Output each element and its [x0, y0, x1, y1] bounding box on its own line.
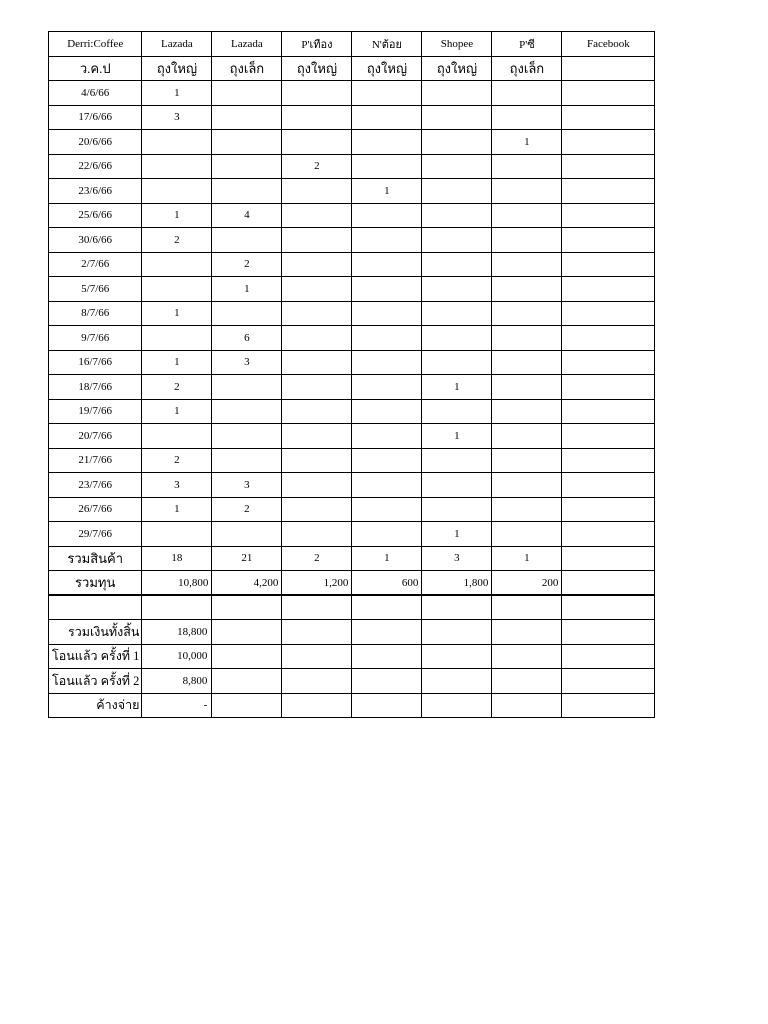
cell-lazada-small[interactable]: 1	[212, 277, 282, 302]
cell-n-toy-large[interactable]: 1	[352, 546, 422, 571]
cell-shopee-large[interactable]	[422, 154, 492, 179]
cell-date[interactable]: รวมสินค้า	[49, 546, 142, 571]
cell-shopee-large[interactable]	[422, 179, 492, 204]
cell-lazada-small[interactable]	[212, 130, 282, 155]
empty-cell[interactable]	[212, 693, 282, 718]
cell-facebook[interactable]	[562, 424, 655, 449]
cell-facebook[interactable]	[562, 497, 655, 522]
table-row	[49, 448, 655, 473]
cell-facebook[interactable]	[562, 203, 655, 228]
order-spreadsheet	[48, 31, 655, 718]
empty-cell[interactable]	[282, 620, 352, 645]
table-row	[49, 522, 655, 547]
cell-facebook[interactable]	[562, 571, 655, 596]
cell-lazada-large[interactable]	[142, 154, 212, 179]
cell-lazada-large[interactable]: 3	[142, 473, 212, 498]
cell-p-si-small[interactable]	[492, 424, 562, 449]
empty-cell[interactable]	[562, 595, 655, 620]
cell-p-thueang-large[interactable]	[282, 497, 352, 522]
table-row	[49, 350, 655, 375]
cell-p-si-small[interactable]	[492, 448, 562, 473]
cell-shopee-large[interactable]: Shopee	[422, 32, 492, 57]
table-row	[49, 326, 655, 351]
cell-shopee-large[interactable]	[422, 277, 492, 302]
cell-date[interactable]: 22/6/66	[49, 154, 142, 179]
cell-p-thueang-large[interactable]	[282, 301, 352, 326]
cell-lazada-large[interactable]	[142, 326, 212, 351]
empty-cell[interactable]	[282, 669, 352, 694]
table-row	[49, 154, 655, 179]
cell-p-si-small[interactable]	[492, 375, 562, 400]
empty-cell[interactable]	[282, 693, 352, 718]
grand-total-row	[49, 620, 655, 645]
empty-cell[interactable]	[352, 595, 422, 620]
empty-cell[interactable]	[422, 595, 492, 620]
empty-cell[interactable]	[492, 595, 562, 620]
cell-date[interactable]: 17/6/66	[49, 105, 142, 130]
cell-lazada-small[interactable]	[212, 179, 282, 204]
cell-shopee-large[interactable]: 1	[422, 522, 492, 547]
cell-n-toy-large[interactable]	[352, 203, 422, 228]
cell-n-toy-large[interactable]	[352, 448, 422, 473]
empty-cell[interactable]	[352, 693, 422, 718]
summary-label[interactable]: รวมเงินทั้งสิ้น	[49, 620, 142, 645]
empty-cell[interactable]	[352, 669, 422, 694]
cell-facebook[interactable]	[562, 350, 655, 375]
table-row	[49, 105, 655, 130]
cell-lazada-large[interactable]	[142, 130, 212, 155]
cell-date[interactable]: 18/7/66	[49, 375, 142, 400]
table-row	[49, 203, 655, 228]
cell-date[interactable]: 2/7/66	[49, 252, 142, 277]
empty-cell[interactable]	[212, 620, 282, 645]
cell-lazada-large[interactable]: 3	[142, 105, 212, 130]
cell-p-si-small[interactable]	[492, 326, 562, 351]
cell-lazada-large[interactable]: 1	[142, 81, 212, 106]
cell-lazada-large[interactable]: 1	[142, 203, 212, 228]
cell-shopee-large[interactable]	[422, 203, 492, 228]
cell-shopee-large[interactable]	[422, 130, 492, 155]
cell-lazada-small[interactable]: ถุงเล็ก	[212, 56, 282, 81]
cell-facebook[interactable]	[562, 154, 655, 179]
cell-lazada-large[interactable]	[142, 179, 212, 204]
cell-p-thueang-large[interactable]	[282, 375, 352, 400]
cell-date[interactable]: 4/6/66	[49, 81, 142, 106]
cell-shopee-large[interactable]	[422, 81, 492, 106]
cell-n-toy-large[interactable]	[352, 497, 422, 522]
cell-p-si-small[interactable]	[492, 277, 562, 302]
cell-p-thueang-large[interactable]	[282, 105, 352, 130]
cell-p-thueang-large[interactable]	[282, 81, 352, 106]
cell-p-thueang-large[interactable]	[282, 228, 352, 253]
cell-facebook[interactable]	[562, 301, 655, 326]
cell-n-toy-large[interactable]: 600	[352, 571, 422, 596]
cell-date[interactable]: 16/7/66	[49, 350, 142, 375]
summary-label[interactable]: โอนแล้ว ครั้งที่ 2	[49, 669, 142, 694]
cell-date[interactable]: Derri:Coffee	[49, 32, 142, 57]
cell-lazada-small[interactable]	[212, 399, 282, 424]
empty-cell[interactable]	[562, 669, 655, 694]
cell-shopee-large[interactable]	[422, 326, 492, 351]
cell-shopee-large[interactable]	[422, 228, 492, 253]
cell-lazada-small[interactable]	[212, 154, 282, 179]
cell-n-toy-large[interactable]	[352, 130, 422, 155]
cell-shopee-large[interactable]	[422, 252, 492, 277]
cell-facebook[interactable]: Facebook	[562, 32, 655, 57]
empty-cell[interactable]	[562, 644, 655, 669]
cell-p-si-small[interactable]	[492, 473, 562, 498]
cell-lazada-large[interactable]: 1	[142, 350, 212, 375]
cell-shopee-large[interactable]	[422, 497, 492, 522]
cell-p-thueang-large[interactable]: 2	[282, 546, 352, 571]
cell-lazada-small[interactable]: 6	[212, 326, 282, 351]
cell-facebook[interactable]	[562, 522, 655, 547]
summary-amount[interactable]: 10,000	[142, 644, 212, 669]
blank-row	[49, 595, 655, 620]
cell-date[interactable]: 23/7/66	[49, 473, 142, 498]
cell-lazada-small[interactable]	[212, 81, 282, 106]
cell-shopee-large[interactable]	[422, 105, 492, 130]
cell-p-si-small[interactable]	[492, 350, 562, 375]
table-row	[49, 399, 655, 424]
cell-lazada-large[interactable]	[142, 522, 212, 547]
cell-n-toy-large[interactable]	[352, 252, 422, 277]
cell-p-thueang-large[interactable]	[282, 473, 352, 498]
cell-lazada-small[interactable]: 4	[212, 203, 282, 228]
cell-date[interactable]: 5/7/66	[49, 277, 142, 302]
cell-p-si-small[interactable]: P'ซี	[492, 32, 562, 57]
cell-date[interactable]: 20/7/66	[49, 424, 142, 449]
empty-cell[interactable]	[212, 644, 282, 669]
cell-n-toy-large[interactable]	[352, 424, 422, 449]
cell-p-si-small[interactable]	[492, 179, 562, 204]
cell-p-thueang-large[interactable]	[282, 424, 352, 449]
cell-shopee-large[interactable]: 1	[422, 375, 492, 400]
cell-p-thueang-large[interactable]: P'เทือง	[282, 32, 352, 57]
cell-p-thueang-large[interactable]	[282, 326, 352, 351]
empty-cell[interactable]	[422, 693, 492, 718]
cell-lazada-small[interactable]: 2	[212, 252, 282, 277]
cell-facebook[interactable]	[562, 399, 655, 424]
total-products-row	[49, 546, 655, 571]
cell-n-toy-large[interactable]	[352, 277, 422, 302]
cell-p-si-small[interactable]	[492, 81, 562, 106]
cell-shopee-large[interactable]: 1	[422, 424, 492, 449]
table-row	[49, 424, 655, 449]
cell-lazada-small[interactable]	[212, 522, 282, 547]
cell-lazada-large[interactable]: ถุงใหญ่	[142, 56, 212, 81]
cell-facebook[interactable]	[562, 252, 655, 277]
cell-lazada-small[interactable]: 4,200	[212, 571, 282, 596]
cell-p-thueang-large[interactable]: 2	[282, 154, 352, 179]
cell-n-toy-large[interactable]	[352, 81, 422, 106]
cell-p-si-small[interactable]	[492, 105, 562, 130]
cell-p-si-small[interactable]: 1	[492, 546, 562, 571]
empty-cell[interactable]	[212, 595, 282, 620]
cell-n-toy-large[interactable]	[352, 399, 422, 424]
cell-p-si-small[interactable]	[492, 228, 562, 253]
cell-lazada-small[interactable]: 3	[212, 473, 282, 498]
cell-p-thueang-large[interactable]	[282, 130, 352, 155]
empty-cell[interactable]	[352, 620, 422, 645]
cell-date[interactable]: 29/7/66	[49, 522, 142, 547]
cell-lazada-large[interactable]: 2	[142, 375, 212, 400]
empty-cell[interactable]	[492, 669, 562, 694]
cell-facebook[interactable]	[562, 448, 655, 473]
empty-cell[interactable]	[562, 620, 655, 645]
cell-p-thueang-large[interactable]	[282, 399, 352, 424]
total-cost-row	[49, 571, 655, 596]
table-row	[49, 228, 655, 253]
cell-lazada-small[interactable]	[212, 448, 282, 473]
cell-facebook[interactable]	[562, 130, 655, 155]
cell-facebook[interactable]	[562, 228, 655, 253]
cell-lazada-large[interactable]	[142, 277, 212, 302]
table-row	[49, 277, 655, 302]
empty-cell[interactable]	[49, 595, 142, 620]
cell-shopee-large[interactable]: ถุงใหญ่	[422, 56, 492, 81]
cell-p-si-small[interactable]	[492, 301, 562, 326]
cell-date[interactable]: 21/7/66	[49, 448, 142, 473]
table-row	[49, 81, 655, 106]
empty-cell[interactable]	[352, 644, 422, 669]
empty-cell[interactable]	[282, 644, 352, 669]
table-row	[49, 179, 655, 204]
cell-n-toy-large[interactable]: 1	[352, 179, 422, 204]
cell-facebook[interactable]	[562, 105, 655, 130]
table-row	[49, 252, 655, 277]
cell-lazada-small[interactable]	[212, 375, 282, 400]
cell-n-toy-large[interactable]	[352, 154, 422, 179]
cell-p-thueang-large[interactable]	[282, 252, 352, 277]
empty-cell[interactable]	[142, 595, 212, 620]
cell-p-si-small[interactable]	[492, 203, 562, 228]
cell-p-thueang-large[interactable]	[282, 448, 352, 473]
cell-n-toy-large[interactable]	[352, 105, 422, 130]
cell-lazada-small[interactable]: 2	[212, 497, 282, 522]
header-row-channels	[49, 32, 655, 57]
cell-date[interactable]: 30/6/66	[49, 228, 142, 253]
table-row	[49, 473, 655, 498]
cell-lazada-small[interactable]	[212, 424, 282, 449]
cell-facebook[interactable]	[562, 56, 655, 81]
summary-label[interactable]: ค้างจ่าย	[49, 693, 142, 718]
cell-lazada-small[interactable]	[212, 105, 282, 130]
cell-p-si-small[interactable]	[492, 252, 562, 277]
cell-lazada-small[interactable]	[212, 228, 282, 253]
cell-n-toy-large[interactable]	[352, 228, 422, 253]
cell-p-si-small[interactable]: 200	[492, 571, 562, 596]
cell-shopee-large[interactable]: 1,800	[422, 571, 492, 596]
cell-p-thueang-large[interactable]	[282, 350, 352, 375]
empty-cell[interactable]	[422, 669, 492, 694]
cell-p-thueang-large[interactable]: ถุงใหญ่	[282, 56, 352, 81]
cell-p-si-small[interactable]: ถุงเล็ก	[492, 56, 562, 81]
table-row	[49, 130, 655, 155]
cell-p-thueang-large[interactable]	[282, 522, 352, 547]
cell-facebook[interactable]	[562, 546, 655, 571]
cell-lazada-large[interactable]: 1	[142, 497, 212, 522]
cell-p-si-small[interactable]	[492, 154, 562, 179]
table-row	[49, 497, 655, 522]
summary-amount[interactable]: 8,800	[142, 669, 212, 694]
table-row	[49, 375, 655, 400]
empty-cell[interactable]	[422, 620, 492, 645]
cell-lazada-small[interactable]	[212, 301, 282, 326]
cell-facebook[interactable]	[562, 473, 655, 498]
cell-lazada-large[interactable]: 1	[142, 301, 212, 326]
cell-n-toy-large[interactable]	[352, 301, 422, 326]
cell-shopee-large[interactable]	[422, 350, 492, 375]
cell-date[interactable]: 25/6/66	[49, 203, 142, 228]
cell-facebook[interactable]	[562, 277, 655, 302]
cell-p-si-small[interactable]: 1	[492, 130, 562, 155]
cell-facebook[interactable]	[562, 375, 655, 400]
cell-facebook[interactable]	[562, 326, 655, 351]
cell-lazada-large[interactable]: 18	[142, 546, 212, 571]
cell-lazada-large[interactable]: Lazada	[142, 32, 212, 57]
cell-date[interactable]: รวมทุน	[49, 571, 142, 596]
cell-date[interactable]: 20/6/66	[49, 130, 142, 155]
transfer-1-row	[49, 644, 655, 669]
cell-facebook[interactable]	[562, 81, 655, 106]
cell-p-thueang-large[interactable]	[282, 203, 352, 228]
cell-date[interactable]: ว.ค.ป	[49, 56, 142, 81]
cell-lazada-large[interactable]: 2	[142, 228, 212, 253]
cell-lazada-large[interactable]	[142, 424, 212, 449]
cell-date[interactable]: 9/7/66	[49, 326, 142, 351]
cell-lazada-small[interactable]: 3	[212, 350, 282, 375]
header-row-bag-sizes	[49, 56, 655, 81]
empty-cell[interactable]	[492, 693, 562, 718]
cell-shopee-large[interactable]	[422, 473, 492, 498]
cell-date[interactable]: 19/7/66	[49, 399, 142, 424]
cell-p-si-small[interactable]	[492, 399, 562, 424]
cell-lazada-large[interactable]: 10,800	[142, 571, 212, 596]
cell-p-thueang-large[interactable]	[282, 179, 352, 204]
cell-lazada-large[interactable]	[142, 252, 212, 277]
cell-p-thueang-large[interactable]: 1,200	[282, 571, 352, 596]
cell-shopee-large[interactable]	[422, 448, 492, 473]
cell-lazada-small[interactable]: Lazada	[212, 32, 282, 57]
cell-n-toy-large[interactable]	[352, 473, 422, 498]
cell-date[interactable]: 26/7/66	[49, 497, 142, 522]
empty-cell[interactable]	[492, 644, 562, 669]
cell-p-si-small[interactable]	[492, 522, 562, 547]
cell-facebook[interactable]	[562, 179, 655, 204]
transfer-2-row	[49, 669, 655, 694]
cell-lazada-large[interactable]: 2	[142, 448, 212, 473]
cell-n-toy-large[interactable]	[352, 522, 422, 547]
cell-date[interactable]: 23/6/66	[49, 179, 142, 204]
empty-cell[interactable]	[422, 644, 492, 669]
cell-lazada-small[interactable]: 21	[212, 546, 282, 571]
cell-date[interactable]: 8/7/66	[49, 301, 142, 326]
cell-n-toy-large[interactable]: N'ต้อย	[352, 32, 422, 57]
cell-n-toy-large[interactable]: ถุงใหญ่	[352, 56, 422, 81]
cell-n-toy-large[interactable]	[352, 350, 422, 375]
summary-amount[interactable]: 18,800	[142, 620, 212, 645]
cell-p-si-small[interactable]	[492, 497, 562, 522]
empty-cell[interactable]	[562, 693, 655, 718]
cell-shopee-large[interactable]	[422, 301, 492, 326]
cell-n-toy-large[interactable]	[352, 375, 422, 400]
cell-shopee-large[interactable]: 3	[422, 546, 492, 571]
summary-amount[interactable]: -	[142, 693, 212, 718]
empty-cell[interactable]	[282, 595, 352, 620]
cell-p-thueang-large[interactable]	[282, 277, 352, 302]
outstanding-row	[49, 693, 655, 718]
table-row	[49, 301, 655, 326]
summary-label[interactable]: โอนแล้ว ครั้งที่ 1	[49, 644, 142, 669]
cell-lazada-large[interactable]: 1	[142, 399, 212, 424]
empty-cell[interactable]	[212, 669, 282, 694]
empty-cell[interactable]	[492, 620, 562, 645]
cell-n-toy-large[interactable]	[352, 326, 422, 351]
cell-shopee-large[interactable]	[422, 399, 492, 424]
